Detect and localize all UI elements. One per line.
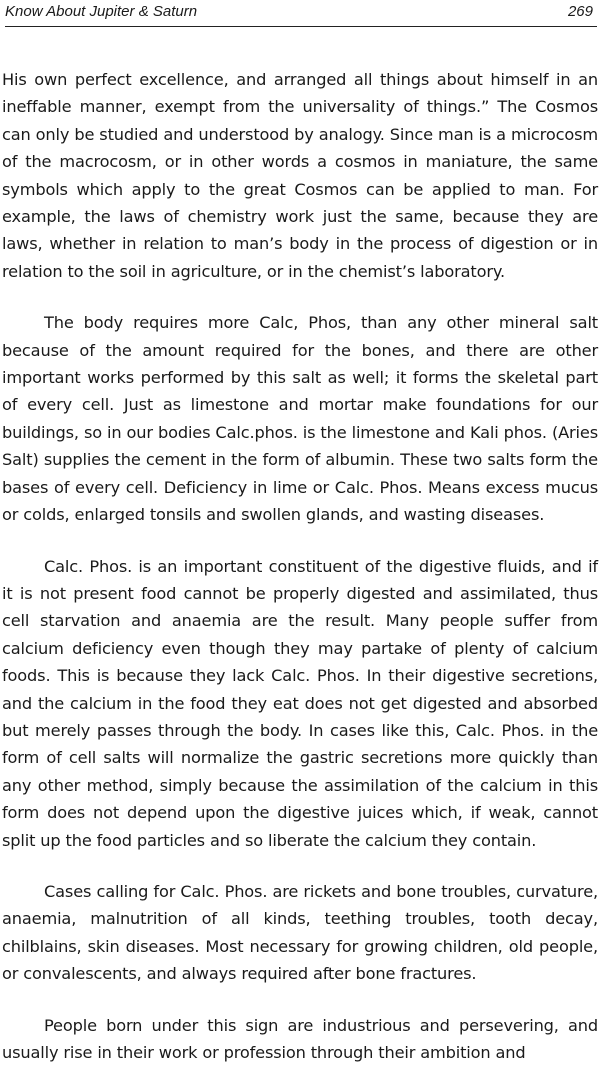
paragraph-3: Calc. Phos. is an important constituent of the digestive fluids, and if it is not present food cannot be properly digested and assimilated, thus cell starvation and anaemia are the result. Many people suffer from calcium deficiency even though they may partake of plenty of calcium foods. This is because they lack Calc. Phos. In their digestive secretions, and the calcium in the food they eat does not get digested and absorbed but merely passes through the body. In cases like this, Calc. Phos. in the form of cell salts will normalize the gastric secretions more quickly than any other method, simply because the assimilation of the calcium in this form does not depend upon the digestive juices which, if weak, cannot split up the food particles and so liberate the calcium they contain. <box>2 556 598 850</box>
body-text <box>2 66 598 1090</box>
running-header <box>5 0 597 27</box>
paragraph-2: The body requires more Calc, Phos, than any other mineral salt because of the amount required for the bones, and there are other important works performed by this salt as well; it forms the skeletal part of every cell. Just as limestone and mortar make foundations for our buildings, so in our bodies Calc.phos. is the limestone and Kali phos. (Aries Salt) supplies the cement in the form of albumin. These two salts form the bases of every cell. Deficiency in lime or Calc. Phos. Means excess mucus or colds, enlarged tonsils and swollen glands, and wasting diseases. <box>2 313 598 525</box>
paragraph-1: His own perfect excellence, and arranged all things about himself in an ineffable manner, exempt from the universality of things.” The Cosmos can only be studied and understood by analogy. Since man is a microcosm of the macrocosm, or in other words a cosmos in maniature, the same symbols which apply to the great Cosmos can be applied to man. For example, the laws of chemistry work just the same, because they are laws, whether in relation to man’s body in the process of digestion or in relation to the soil in agriculture, or in the chemist’s laboratory. <box>2 70 598 281</box>
running-title: Know About Jupiter & Saturn <box>5 3 198 20</box>
page-number: 269 <box>567 3 593 20</box>
paragraph-5: People born under this sign are industrious and persevering, and usually rise in their work or profession through their ambition and <box>2 1015 598 1062</box>
paragraph-4: Cases calling for Calc. Phos. are rickets and bone troubles, curvature, anaemia, malnutrition of all kinds, teething troubles, tooth decay, chilblains, skin diseases. Most necessary for growing children, old people, or convalescents, and always required after bone fractures. <box>2 881 598 984</box>
